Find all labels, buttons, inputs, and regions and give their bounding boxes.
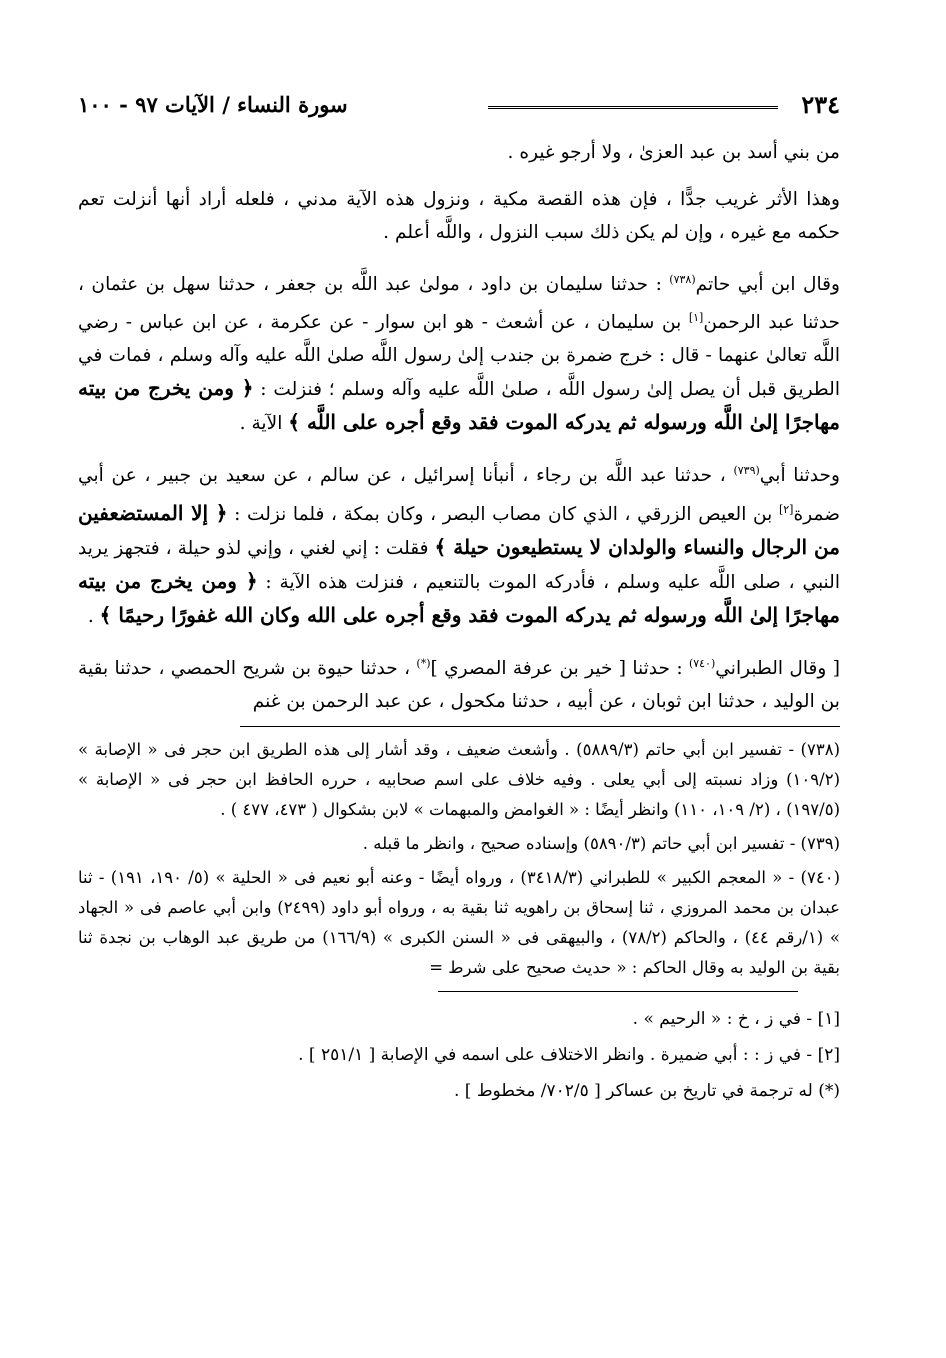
text: .	[87, 605, 100, 627]
text: الآية .	[239, 413, 289, 435]
quran-verse: ﴿ ومن يخرج من بيته مهاجرًا إلىٰ اللَّه ورسوله ثم يدركه الموت فقد وقع أجره على اللَّه ﴾	[78, 376, 840, 435]
editor-notes	[78, 1002, 840, 1108]
editor-note: (*) له ترجمة في تاريخ بن عساكر [ ٧٠٢/٥/ مخطوط ] .	[453, 1080, 840, 1101]
text: : حدثنا سليمان بن داود ، مولىٰ عبد اللَّه بن جعفر ، حدثنا سهل بن عثمان ، حدثنا عبد الرحمن	[78, 274, 840, 334]
editor-note-ref: [٢]	[778, 502, 794, 516]
star-note-ref: (*)	[416, 656, 431, 670]
paragraph	[78, 647, 840, 718]
paragraph	[78, 263, 840, 440]
editor-note: [٢] - في ز : : أبي ضميرة . وانظر الاختلاف على اسمه في الإصابة [ ٢٥١/١ ] .	[298, 1044, 840, 1065]
footnote-ref: (٧٣٩)	[733, 464, 760, 478]
editor-note-ref: [١]	[688, 311, 704, 325]
editor-note: [١] - في ز ، خ : « الرحيم » .	[632, 1008, 840, 1029]
book-page	[78, 86, 840, 1110]
text: بن العيص الزرقي ، الذي كان مصاب البصر ، وكان بمكة ، فلما نزلت :	[227, 503, 779, 525]
surah-title: سورة النساء / الآيات ٩٧ - ١٠٠	[78, 92, 348, 117]
paragraph	[78, 454, 840, 632]
text: [ وقال الطبراني	[715, 657, 840, 679]
text: : حدثنا [ خير بن عرفة المصري ]	[430, 657, 689, 679]
paragraph	[78, 183, 840, 249]
editor-notes-separator	[438, 991, 798, 992]
page-header	[78, 86, 840, 126]
text: ، حدثنا حيوة بن شريح الحمصي ، حدثنا بقية بن الوليد ، حدثنا ابن ثوبان ، عن أبيه ، حدثنا مكحول ، عن عبد الرحمن بن غنم	[78, 657, 840, 712]
text: وهذا الأثر غريب جدًّا ، فإن هذه القصة مكية ، ونزول هذه الآية مدني ، فلعله أراد أنها أنزلت تعم حكمه مع غيره ، وإن لم يكن ذلك سبب النزول ، واللَّه أعلم .	[78, 189, 840, 243]
paragraph	[78, 136, 840, 169]
text: بن سليمان ، عن أشعث - هو ابن سوار - عن عكرمة ، عن ابن عباس - رضي اللَّه تعالىٰ عنهما - قال : خرج ضمرة بن جندب إلىٰ رسول اللَّه صلىٰ اللَّه عليه وآله وسلم ، فمات في الطريق قبل أن يصل إلىٰ رسول اللَّه ، صلىٰ اللَّه عليه وآله وسلم ؛ فنزلت :	[78, 312, 840, 401]
header-rule	[488, 106, 778, 109]
main-text	[78, 136, 840, 718]
footnotes	[78, 735, 840, 983]
text: فقلت : إني لغني ، وإني لذو حيلة ، فتجهز يريد النبي ، صلى اللَّه عليه وسلم ، فأدركه الموت بالتنعيم ، فنزلت هذه الآية :	[78, 537, 841, 593]
quran-verse: ﴿ إلا المستضعفين من الرجال والنساء والولدان لا يستطيعون حيلة ﴾	[78, 500, 840, 559]
footnote: (٧٣٨) - تفسير ابن أبي حاتم (٥٨٨٩/٣) . وأشعث ضعيف ، وقد أشار إلى هذه الطريق ابن حجر فى « الإصابة » (١٠٩/٢) وزاد نسبته إلى أبي يعلى . وفيه خلاف على اسم صحابيه ، حرره الحافظ ابن حجر فى « الإصابة » (١٩٧/٥) ، (٢/ ١٠٩، ١١٠) وانظر أيضًا : « الغوامض والمبهمات » لابن بشكوال ( ٤٧٣، ٤٧٧ ) .	[78, 739, 840, 819]
text: وحدثنا أبي	[759, 465, 840, 487]
quran-verse: ﴿ ومن يخرج من بيته مهاجرًا إلىٰ اللَّه ورسوله ثم يدركه الموت فقد وقع أجره على الله وكان الله غفورًا رحيمًا ﴾	[78, 568, 840, 627]
text: من بني أسد بن عبد العزىٰ ، ولا أرجو غيره .	[507, 142, 840, 163]
footnote: (٧٤٠) - « المعجم الكبير » للطبراني (٣٤١٨/٣) ، ورواه أيضًا - وعنه أبو نعيم فى « الحلية » (٥/ ١٩٠، ١٩١) - ثنا عبدان بن محمد المروزي ، ثنا إسحاق بن راهويه ثنا بقية به ، ورواه أبو داود (٢٤٩٩) وابن أبي عاصم فى « الجهاد » (١/رقم ٤٤) ، والحاكم (٧٨/٢) ، والبيهقى فى « السنن الكبرى » (١٦٦/٩) من طريق عبد الوهاب بن نجدة ثنا بقية بن الوليد به وقال الحاكم : « حديث صحيح على شرط =	[78, 867, 841, 977]
footnote-ref: (٧٤٠)	[688, 656, 716, 670]
footnote-separator	[240, 726, 840, 727]
text: ، حدثنا عبد اللَّه بن رجاء ، أنبأنا إسرائيل ، عن سالم ، عن سعيد بن جبير ، عن أبي ضمرة	[78, 465, 840, 525]
text: وقال ابن أبي حاتم	[695, 274, 840, 296]
footnote: (٧٣٩) - تفسير ابن أبي حاتم (٥٨٩٠/٣) وإسناده صحيح ، وانظر ما قبله .	[362, 833, 840, 853]
page-number: ٢٣٤	[801, 90, 840, 119]
footnote-ref: (٧٣٨)	[669, 273, 696, 286]
